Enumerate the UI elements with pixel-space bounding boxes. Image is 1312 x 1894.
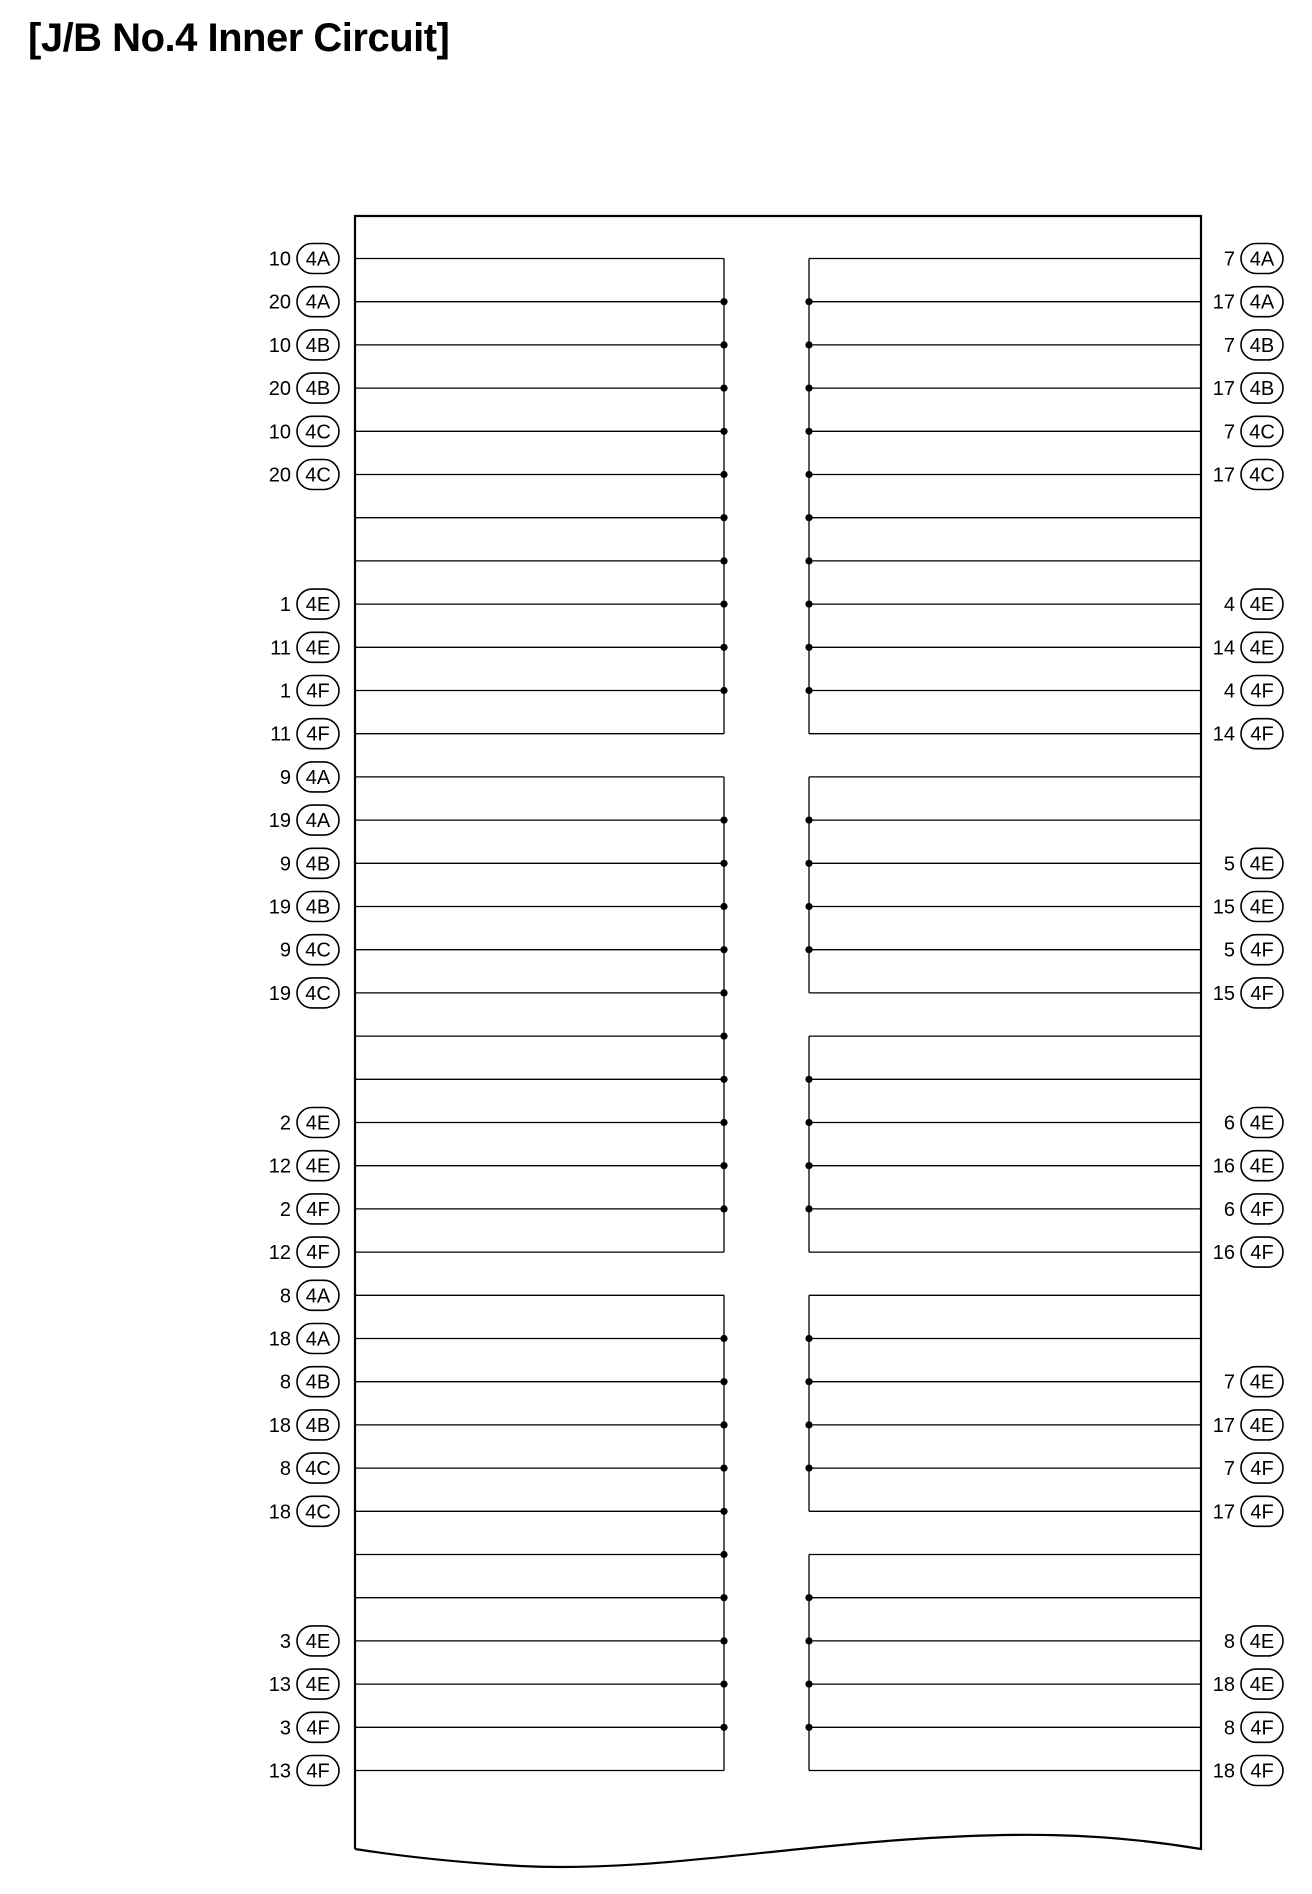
pin-number: 11 <box>270 723 291 746</box>
left-terminal-label <box>280 589 339 619</box>
connector-code: 4E <box>305 1112 331 1135</box>
left-terminal-label <box>269 373 339 403</box>
pin-number: 18 <box>1212 1760 1235 1783</box>
junction-dot <box>805 1076 812 1083</box>
pin-number: 8 <box>279 1458 291 1481</box>
junction-dot <box>805 1594 812 1601</box>
pin-number: 17 <box>1212 1501 1235 1524</box>
connector-code: 4E <box>1249 594 1275 617</box>
junction-dot <box>805 1162 812 1169</box>
pin-number: 18 <box>268 1328 291 1351</box>
left-bus-group <box>355 259 724 734</box>
pin-number: 7 <box>1223 1458 1235 1481</box>
junction-dot <box>720 557 727 564</box>
pin-number: 11 <box>270 637 291 660</box>
pin-number: 7 <box>1223 1371 1235 1394</box>
pin-number: 16 <box>1212 1155 1235 1178</box>
connector-code: 4F <box>306 723 330 746</box>
connector-code: 4E <box>1249 896 1275 919</box>
pin-number: 1 <box>279 680 291 703</box>
connector-code: 4A <box>305 248 331 271</box>
pin-number: 15 <box>1212 982 1235 1005</box>
junction-dot <box>720 1421 727 1428</box>
right-terminal-label <box>1224 1626 1283 1656</box>
right-terminal-label <box>1213 1756 1283 1786</box>
right-terminal-label <box>1224 676 1283 706</box>
right-terminal-label <box>1213 978 1283 1008</box>
junction-dot <box>720 1335 727 1342</box>
pin-number: 19 <box>268 810 291 833</box>
right-terminal-label <box>1224 330 1283 360</box>
connector-code: 4C <box>305 982 331 1005</box>
left-terminal-label <box>269 287 339 317</box>
pin-number: 17 <box>1212 1414 1235 1437</box>
left-terminal-label <box>280 1108 339 1138</box>
right-terminal-label <box>1213 892 1283 922</box>
pin-number: 13 <box>268 1760 291 1783</box>
connector-code: 4A <box>305 291 331 314</box>
pin-number: 7 <box>1223 421 1235 444</box>
right-bus-group <box>809 1295 1201 1511</box>
pin-number: 19 <box>268 896 291 919</box>
connector-code: 4E <box>305 1630 331 1653</box>
right-terminal-label <box>1224 1453 1283 1483</box>
junction-dot <box>805 1465 812 1472</box>
pin-number: 4 <box>1223 680 1235 703</box>
connector-code: 4B <box>1249 378 1275 401</box>
page-title: [J/B No.4 Inner Circuit] <box>28 16 450 60</box>
junction-dot <box>720 1076 727 1083</box>
junction-dot <box>720 1724 727 1731</box>
left-terminal-label <box>280 935 339 965</box>
left-terminal-label <box>269 1410 339 1440</box>
pin-number: 18 <box>268 1414 291 1437</box>
connector-code: 4F <box>1250 1458 1274 1481</box>
connector-code: 4E <box>305 637 331 660</box>
junction-dot <box>720 644 727 651</box>
right-bus-group <box>809 1555 1201 1771</box>
right-terminal-label <box>1224 848 1283 878</box>
connector-code: 4C <box>305 1501 331 1524</box>
connector-code: 4F <box>306 1717 330 1740</box>
junction-dot <box>805 471 812 478</box>
connector-code: 4C <box>1249 421 1275 444</box>
junction-dot <box>805 1637 812 1644</box>
pin-number: 20 <box>268 291 291 314</box>
connector-code: 4B <box>1249 334 1275 357</box>
connector-code: 4A <box>305 1328 331 1351</box>
junction-dot <box>720 860 727 867</box>
junction-block-outline <box>355 216 1201 1867</box>
connector-code: 4F <box>1250 723 1274 746</box>
connector-code: 4C <box>305 1458 331 1481</box>
left-terminal-label <box>269 1669 339 1699</box>
connector-code: 4B <box>305 853 331 876</box>
right-terminal-label <box>1213 1237 1283 1267</box>
junction-dot <box>720 601 727 608</box>
junction-dot <box>805 860 812 867</box>
connector-code: 4E <box>1249 1112 1275 1135</box>
connector-code: 4C <box>305 464 331 487</box>
pin-number: 18 <box>268 1501 291 1524</box>
connector-code: 4F <box>1250 1242 1274 1265</box>
connector-code: 4F <box>1250 1717 1274 1740</box>
right-terminal-label <box>1224 1712 1283 1742</box>
left-terminal-label <box>269 805 339 835</box>
left-terminal-label <box>269 330 339 360</box>
connector-code: 4E <box>1249 853 1275 876</box>
junction-dot <box>720 341 727 348</box>
connector-code: 4A <box>305 766 331 789</box>
junction-dot <box>720 471 727 478</box>
left-terminal-label <box>280 848 339 878</box>
junction-dot <box>720 1119 727 1126</box>
right-terminal-label <box>1224 1194 1283 1224</box>
connector-code: 4E <box>305 1674 331 1697</box>
junction-dot <box>720 989 727 996</box>
pin-number: 18 <box>1212 1674 1235 1697</box>
connector-code: 4E <box>1249 1371 1275 1394</box>
junction-dot <box>720 298 727 305</box>
left-terminal-label <box>280 676 339 706</box>
pin-number: 10 <box>268 334 291 357</box>
pin-number: 9 <box>279 766 291 789</box>
connector-code: 4A <box>1249 291 1275 314</box>
right-terminal-label <box>1213 1496 1283 1526</box>
pin-number: 2 <box>279 1198 291 1221</box>
pin-number: 14 <box>1212 723 1235 746</box>
junction-dot <box>805 1335 812 1342</box>
wire-layer <box>355 259 1201 1771</box>
connector-code: 4F <box>306 1198 330 1221</box>
connector-code: 4F <box>1250 1760 1274 1783</box>
junction-dot <box>720 1681 727 1688</box>
pin-number: 5 <box>1223 853 1235 876</box>
junction-dot <box>720 687 727 694</box>
pin-number: 17 <box>1212 464 1235 487</box>
pin-number: 15 <box>1212 896 1235 919</box>
pin-number: 8 <box>1223 1717 1235 1740</box>
connector-code: 4F <box>306 680 330 703</box>
connector-code: 4F <box>1250 939 1274 962</box>
junction-dot <box>805 817 812 824</box>
connector-code: 4E <box>1249 1155 1275 1178</box>
left-bus-group <box>355 777 724 1252</box>
connector-code: 4C <box>1249 464 1275 487</box>
left-terminal-label <box>280 1367 339 1397</box>
pin-number: 9 <box>279 939 291 962</box>
connector-code: 4E <box>1249 637 1275 660</box>
connector-code: 4B <box>305 1414 331 1437</box>
connector-code: 4E <box>305 594 331 617</box>
right-terminal-label <box>1213 460 1283 490</box>
connector-code: 4F <box>1250 680 1274 703</box>
junction-dot <box>805 644 812 651</box>
right-terminal-label <box>1224 1108 1283 1138</box>
connector-code: 4F <box>1250 1501 1274 1524</box>
left-terminal-label <box>270 632 339 662</box>
connector-code: 4C <box>305 421 331 444</box>
junction-dot <box>805 601 812 608</box>
junction-dot <box>805 514 812 521</box>
left-terminal-label <box>269 892 339 922</box>
pin-number: 17 <box>1212 378 1235 401</box>
junction-dot <box>805 557 812 564</box>
right-terminal-label <box>1213 1410 1283 1440</box>
pin-number: 20 <box>268 464 291 487</box>
junction-dot <box>720 428 727 435</box>
left-terminal-label <box>269 460 339 490</box>
junction-dot <box>720 946 727 953</box>
left-terminal-label <box>270 719 339 749</box>
left-terminal-label <box>269 1151 339 1181</box>
junction-dot <box>720 1162 727 1169</box>
junction-dot <box>720 1551 727 1558</box>
connector-code: 4A <box>305 810 331 833</box>
pin-number: 2 <box>279 1112 291 1135</box>
pin-number: 7 <box>1223 334 1235 357</box>
right-terminal-label <box>1224 935 1283 965</box>
junction-dot <box>720 817 727 824</box>
right-terminal-label <box>1224 1367 1283 1397</box>
junction-dot <box>805 687 812 694</box>
connector-code: 4E <box>1249 1630 1275 1653</box>
connector-code: 4B <box>305 378 331 401</box>
junction-dot <box>805 428 812 435</box>
pin-number: 1 <box>279 594 291 617</box>
right-terminal-label <box>1213 1669 1283 1699</box>
junction-dot <box>805 1119 812 1126</box>
connector-code: 4F <box>306 1760 330 1783</box>
pin-number: 20 <box>268 378 291 401</box>
connector-code: 4F <box>1250 982 1274 1005</box>
junction-dot <box>805 1681 812 1688</box>
junction-dot <box>720 1378 727 1385</box>
left-terminal-label <box>269 1756 339 1786</box>
pin-number: 14 <box>1212 637 1235 660</box>
pin-number: 12 <box>268 1242 291 1265</box>
right-terminal-label <box>1224 589 1283 619</box>
junction-dot <box>720 1637 727 1644</box>
connector-code: 4C <box>305 939 331 962</box>
pin-number: 6 <box>1223 1112 1235 1135</box>
pin-number: 3 <box>279 1717 291 1740</box>
left-terminal-label <box>269 244 339 274</box>
junction-dot <box>720 903 727 910</box>
pin-number: 5 <box>1223 939 1235 962</box>
right-terminal-label <box>1213 632 1283 662</box>
junction-dot <box>805 385 812 392</box>
junction-dot <box>805 1205 812 1212</box>
left-terminal-label <box>269 978 339 1008</box>
pin-number: 8 <box>1223 1630 1235 1653</box>
junction-dot <box>720 1594 727 1601</box>
pin-number: 10 <box>268 421 291 444</box>
left-terminal-label <box>269 416 339 446</box>
pin-number: 6 <box>1223 1198 1235 1221</box>
right-terminal-label <box>1213 373 1283 403</box>
junction-dot <box>720 1508 727 1515</box>
left-terminal-label <box>280 762 339 792</box>
junction-dot <box>720 514 727 521</box>
connector-code: 4E <box>1249 1414 1275 1437</box>
junction-dot <box>805 946 812 953</box>
right-terminal-label <box>1213 1151 1283 1181</box>
right-bus-group <box>809 1036 1201 1252</box>
left-terminal-label <box>280 1280 339 1310</box>
left-terminal-label <box>269 1324 339 1354</box>
right-terminal-label <box>1224 244 1283 274</box>
pin-number: 3 <box>279 1630 291 1653</box>
junction-dot-layer <box>720 298 812 1731</box>
pin-number: 17 <box>1212 291 1235 314</box>
junction-dot <box>720 1033 727 1040</box>
connector-code: 4B <box>305 896 331 919</box>
pin-number: 9 <box>279 853 291 876</box>
pin-number: 12 <box>268 1155 291 1178</box>
junction-dot <box>805 1378 812 1385</box>
connector-code: 4E <box>305 1155 331 1178</box>
left-terminal-label <box>280 1712 339 1742</box>
left-terminal-label <box>269 1237 339 1267</box>
junction-dot <box>720 1205 727 1212</box>
connector-code: 4A <box>1249 248 1275 271</box>
connector-code: 4F <box>1250 1198 1274 1221</box>
pin-number: 19 <box>268 982 291 1005</box>
pin-number: 13 <box>268 1674 291 1697</box>
junction-dot <box>805 298 812 305</box>
junction-dot <box>720 385 727 392</box>
left-terminal-label <box>280 1626 339 1656</box>
left-terminal-label <box>280 1453 339 1483</box>
pin-number: 7 <box>1223 248 1235 271</box>
junction-dot <box>805 341 812 348</box>
connector-code: 4A <box>305 1285 331 1308</box>
pin-number: 8 <box>279 1285 291 1308</box>
right-terminal-label <box>1213 719 1283 749</box>
left-terminal-label <box>269 1496 339 1526</box>
connector-code: 4B <box>305 334 331 357</box>
pin-number: 10 <box>268 248 291 271</box>
right-bus-group <box>809 777 1201 993</box>
pin-number: 4 <box>1223 594 1235 617</box>
right-bus-group <box>809 259 1201 734</box>
right-terminal-label <box>1224 416 1283 446</box>
right-terminal-label <box>1213 287 1283 317</box>
connector-code: 4B <box>305 1371 331 1394</box>
pin-number: 16 <box>1212 1242 1235 1265</box>
junction-dot <box>805 1724 812 1731</box>
pin-number: 8 <box>279 1371 291 1394</box>
connector-code: 4F <box>306 1242 330 1265</box>
junction-dot <box>805 1421 812 1428</box>
connector-code: 4E <box>1249 1674 1275 1697</box>
junction-dot <box>805 903 812 910</box>
left-bus-group <box>355 1295 724 1770</box>
left-terminal-label <box>280 1194 339 1224</box>
junction-dot <box>720 1465 727 1472</box>
